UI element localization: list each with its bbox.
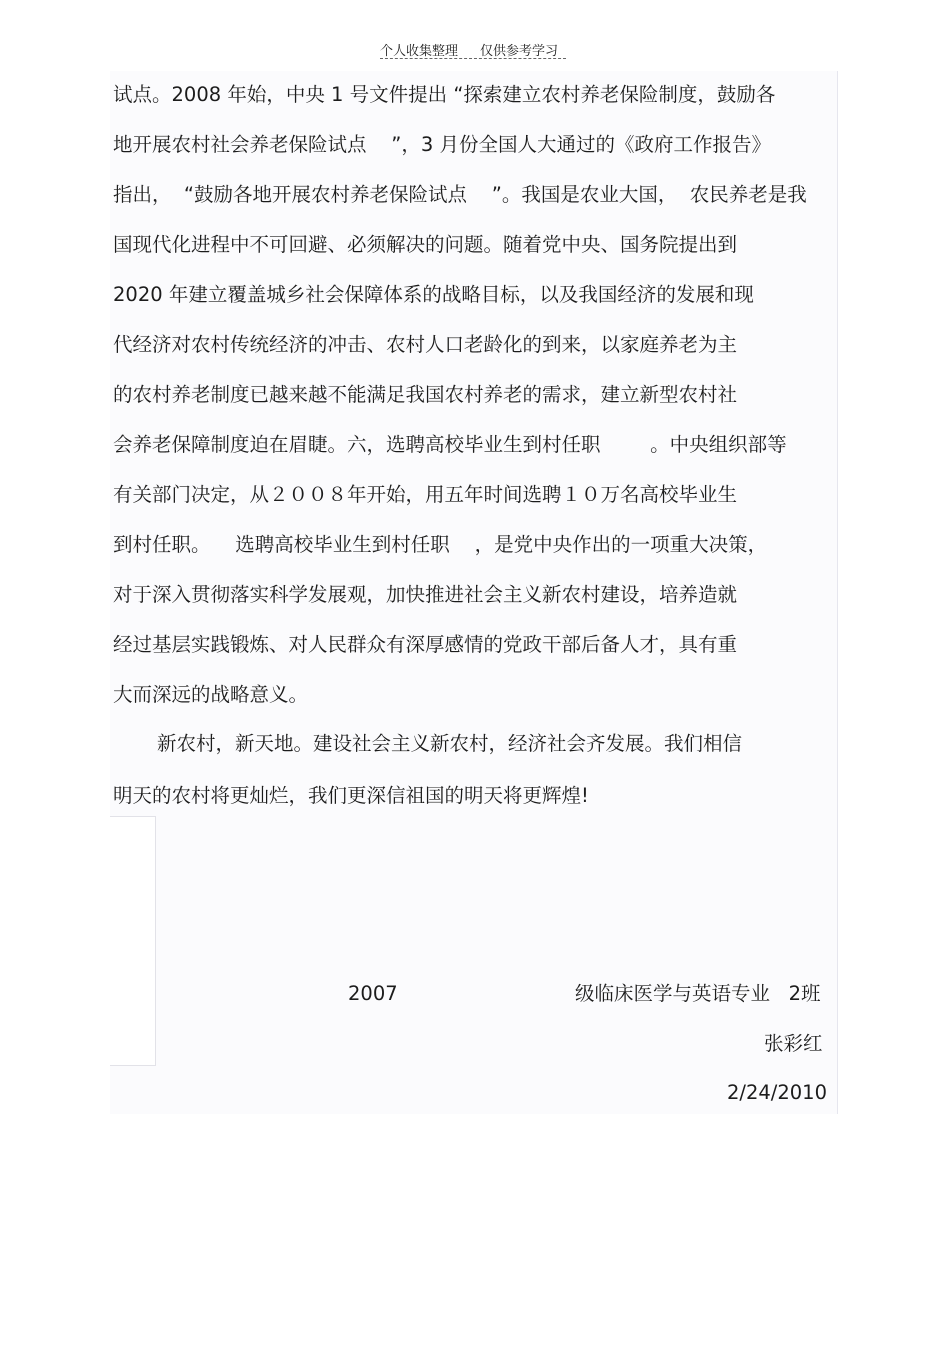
text-line: 明天的农村将更灿烂，我们更深信祖国的明天将更辉煌! (113, 784, 589, 807)
signature-name: 张彩红 (764, 1032, 823, 1055)
text-line: 到村任职。 选聘高校毕业生到村任职 ，是党中央作出的一项重大决策， (113, 533, 768, 556)
signature-year: 2007 (348, 982, 398, 1005)
text-line: 2020 年建立覆盖城乡社会保障体系的战略目标，以及我国经济的发展和现 (113, 283, 754, 306)
page-header (380, 40, 566, 60)
text-line: 有关部门决定，从２００８年开始，用五年时间选聘１０万名高校毕业生 (113, 483, 738, 506)
signature-date: 2/24/2010 (727, 1081, 827, 1104)
text-line: 的农村养老制度已越来越不能满足我国农村养老的需求，建立新型农村社 (113, 383, 738, 406)
text-line: 会养老保障制度迫在眉睫。六，选聘高校毕业生到村任职 。中央组织部等 (113, 433, 787, 456)
text-line: 地开展农村社会养老保险试点 ”，3 月份全国人大通过的《政府工作报告》 (113, 133, 772, 156)
text-line: 对于深入贯彻落实科学发展观，加快推进社会主义新农村建设，培养造就 (113, 583, 738, 606)
inner-frame (110, 816, 156, 1066)
header-left-text: 个人收集整理 (380, 44, 459, 59)
signature-class: 级临床医学与英语专业 2班 (575, 982, 821, 1005)
text-line: 国现代化进程中不可回避、必须解决的问题。随着党中央、国务院提出到 (113, 233, 738, 256)
header-dashed-rule (380, 58, 566, 59)
text-line: 经过基层实践锻炼、对人民群众有深厚感情的党政干部后备人才，具有重 (113, 633, 738, 656)
header-right-text: 仅供参考学习 (480, 44, 559, 59)
text-line: 试点。2008 年始，中央 1 号文件提出 “探索建立农村养老保险制度，鼓励各 (113, 83, 776, 106)
text-line: 新农村，新天地。建设社会主义新农村，经济社会齐发展。我们相信 (157, 732, 743, 755)
text-line: 大而深远的战略意义。 (113, 683, 309, 706)
text-line: 指出， “鼓励各地开展农村养老保险试点 ”。我国是农业大国， 农民养老是我 (113, 183, 807, 206)
text-line: 代经济对农村传统经济的冲击、农村人口老龄化的到来，以家庭养老为主 (113, 333, 738, 356)
